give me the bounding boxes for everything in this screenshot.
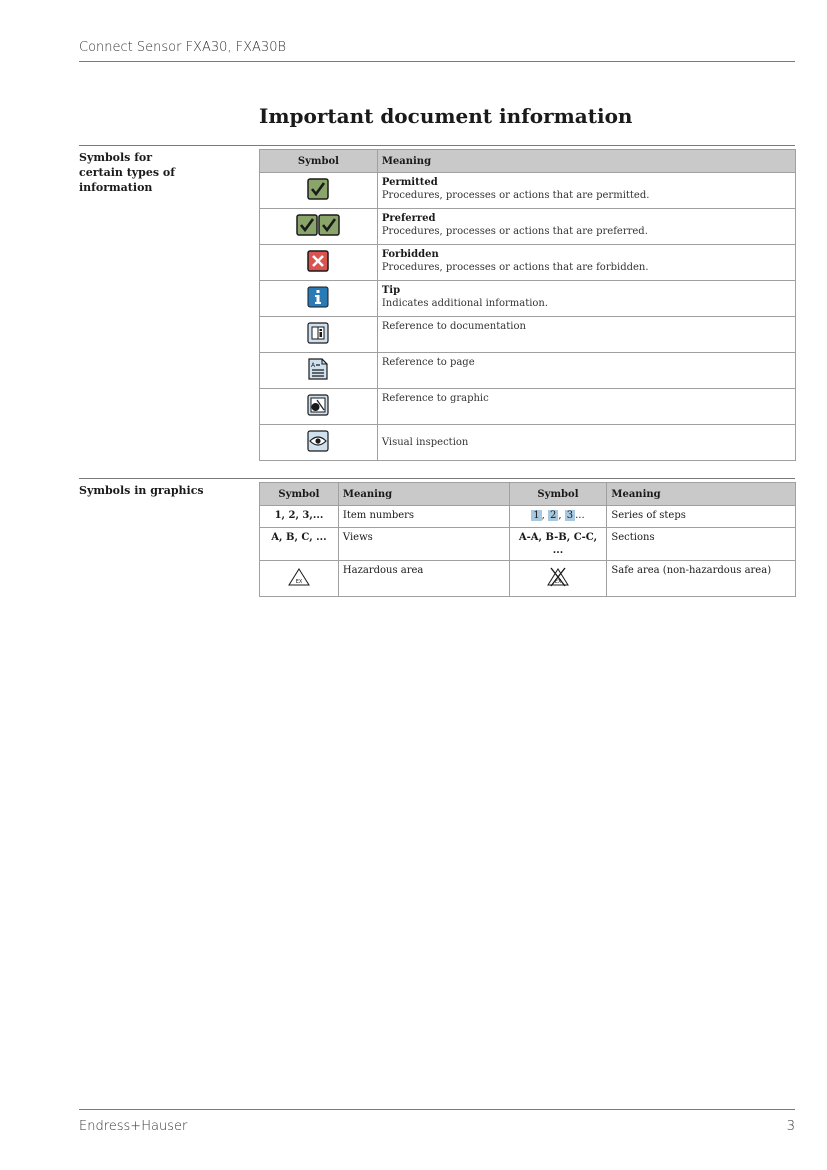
- hazardous-area-icon: [287, 567, 311, 591]
- permitted-check-icon: [307, 178, 329, 204]
- table-row: Preferred Procedures, processes or actions that are preferred.: [260, 209, 796, 245]
- page-header: [79, 40, 795, 62]
- section-label-info-symbols: Symbols for certain types of information: [79, 151, 175, 194]
- svg-text:EX: EX: [295, 578, 303, 585]
- table-row: Reference to graphic: [260, 389, 796, 425]
- col-header-symbol: Symbol: [509, 483, 607, 506]
- col-header-meaning: Meaning: [607, 483, 796, 506]
- graphic-symbols-table: [259, 482, 796, 597]
- visual-inspection-eye-icon: [307, 430, 329, 456]
- step-numbers: 1 , 2 , 3 ...: [509, 506, 607, 528]
- table-row: Visual inspection: [260, 425, 796, 461]
- section-label-graphic-symbols: Symbols in graphics: [79, 484, 204, 497]
- table-row: Forbidden Procedures, processes or actions that are forbidden.: [260, 245, 796, 281]
- table-header-row: [260, 150, 796, 173]
- col-header-symbol: Symbol: [260, 150, 378, 173]
- tip-info-icon: [307, 286, 329, 312]
- reference-graphic-icon: [307, 394, 329, 420]
- col-header-symbol: Symbol: [260, 483, 339, 506]
- page-footer: [79, 1109, 795, 1134]
- table-row: EX Hazardous area EX Safe area (non-hazardous area): [260, 561, 796, 597]
- header-title: Connect Sensor FXA30, FXA30B: [79, 40, 286, 55]
- table-row: 1, 2, 3,... Item numbers 1 , 2 , 3 ... Series of steps: [260, 506, 796, 528]
- info-symbols-table: [259, 149, 796, 461]
- svg-text:A: A: [311, 361, 316, 369]
- reference-documentation-icon: [307, 322, 329, 348]
- safe-area-icon: [546, 566, 570, 592]
- table-row: A, B, C, ... Views A-A, B-B, C-C, ... Sections: [260, 528, 796, 561]
- footer-brand: Endress+Hauser: [79, 1119, 188, 1134]
- col-header-meaning: Meaning: [377, 150, 795, 173]
- table-row: Reference to documentation: [260, 317, 796, 353]
- table-header-row: [260, 483, 796, 506]
- page-number: 3: [786, 1119, 795, 1134]
- svg-text:EX: EX: [554, 578, 562, 585]
- table-row: Permitted Procedures, processes or actions that are permitted.: [260, 173, 796, 209]
- preferred-double-check-icon: [296, 214, 340, 240]
- table-row: Tip Indicates additional information.: [260, 281, 796, 317]
- reference-page-icon: [307, 358, 329, 384]
- section-divider: [79, 478, 795, 479]
- forbidden-x-icon: [307, 250, 329, 276]
- section-divider: [79, 145, 795, 146]
- table-row: A Reference to page: [260, 353, 796, 389]
- page-title: Important document information: [259, 104, 633, 128]
- col-header-meaning: Meaning: [338, 483, 509, 506]
